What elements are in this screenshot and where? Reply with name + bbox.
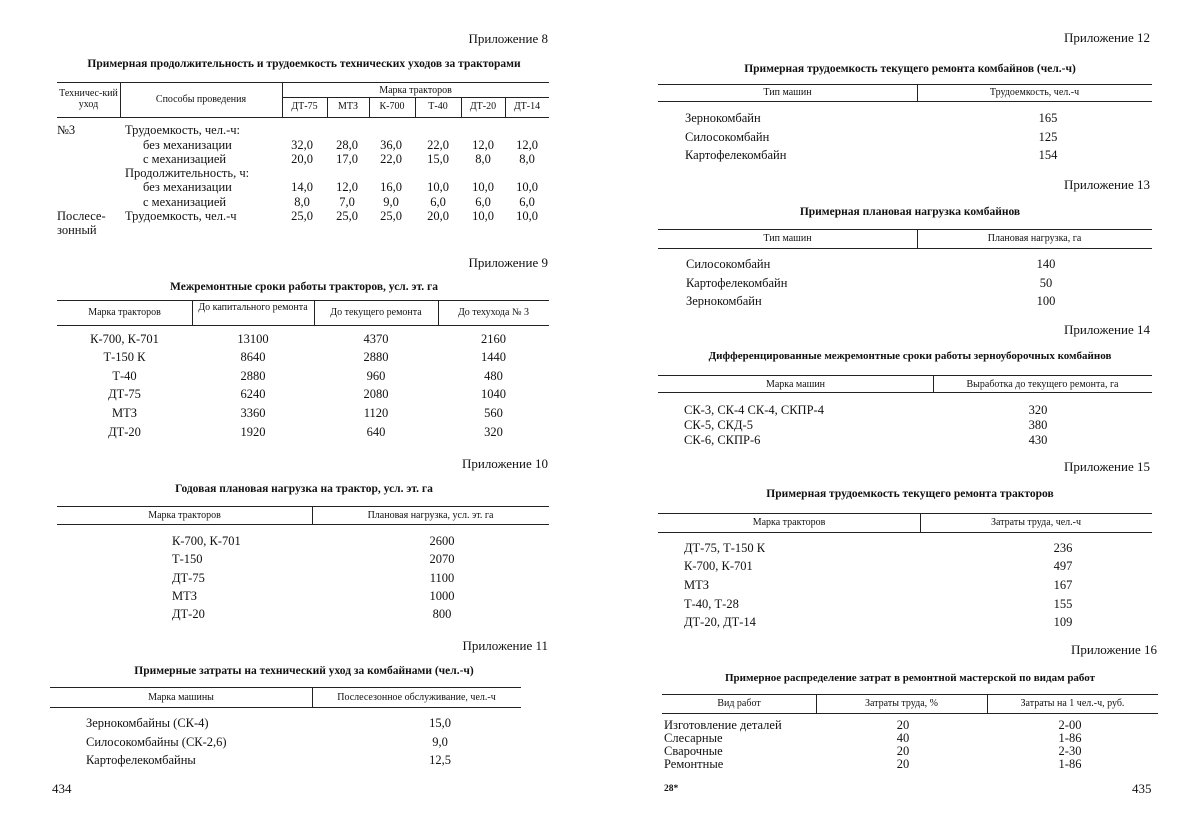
table-cell: Картофелекомбайны (86, 753, 196, 767)
table-cell: Трудоемкость, чел.-ч (125, 209, 237, 223)
header-sposoby: Способы проведения (155, 94, 247, 105)
table-cell: ДТ-20 (108, 425, 141, 439)
table-cell: ДТ-20, ДТ-14 (684, 615, 756, 629)
appendix-11-title: Примерные затраты на технический уход за комбайнами (чел.-ч) (134, 665, 474, 677)
table-cell: 2160 (481, 332, 506, 346)
table-cell: 20 (896, 744, 910, 758)
table-cell: 1120 (363, 406, 389, 420)
table-cell: СК-3, СК-4 СК-4, СКПР-4 (684, 403, 824, 417)
page-number-left: 434 (52, 781, 72, 796)
table-cell: 20,0 (291, 152, 313, 166)
header-tech-uhod: Техничес-кий уход (59, 88, 118, 110)
header-marka-traktorov: Марка тракторов (379, 85, 452, 96)
table-cell: 20 (896, 757, 910, 771)
table-header: Марка тракторов (88, 307, 161, 318)
table-header: Затраты на 1 чел.-ч, руб. (1020, 698, 1125, 709)
table-cell: 1000 (429, 589, 455, 603)
appendix-12-title: Примерная трудоемкость текущего ремонта комбайнов (чел.-ч) (744, 63, 1076, 75)
appendix-10-title: Годовая плановая нагрузка на трактор, усл. эт. га (175, 483, 433, 495)
table-cell: 8,0 (519, 152, 535, 166)
table-cell: 6,0 (519, 195, 535, 209)
table-cell: 2-30 (1058, 744, 1082, 758)
table-cell: 3360 (240, 406, 266, 420)
table-cell: МТЗ (111, 406, 137, 420)
header-tractor: К-700 (379, 101, 405, 112)
table-cell: 236 (1053, 541, 1073, 555)
table-cell: без механизации (143, 138, 232, 152)
table-cell: 109 (1053, 615, 1073, 629)
table-cell: 6,0 (430, 195, 446, 209)
table-cell: 8640 (240, 350, 266, 364)
appendix-8-label: Приложение 8 (468, 31, 548, 46)
table-cell: Т-150 К (103, 350, 146, 364)
table-cell: 32,0 (291, 138, 313, 152)
table-cell: 6,0 (475, 195, 491, 209)
table-cell: 16,0 (380, 180, 402, 194)
header-tractor: ДТ-75 (291, 101, 318, 112)
table-cell: 10,0 (516, 180, 538, 194)
table-cell: 1-86 (1058, 731, 1082, 745)
table-cell: 2880 (240, 369, 266, 383)
table-cell: К-700, К-701 (684, 559, 753, 573)
appendix-8-title: Примерная продолжительность и трудоемкость технических уходов за тракторами (87, 58, 521, 70)
table-cell: 380 (1028, 418, 1048, 432)
table-cell: 2880 (363, 350, 389, 364)
table-cell: 167 (1053, 578, 1073, 592)
table-cell: Т-150 (172, 552, 203, 566)
table-cell: 960 (366, 369, 386, 383)
table-cell: 10,0 (516, 209, 538, 223)
table-cell: Зернокомбайн (685, 111, 761, 125)
table-cell: с механизацией (143, 152, 227, 166)
table-cell: СК-5, СКД-5 (684, 418, 753, 432)
appendix-15-title: Примерная трудоемкость текущего ремонта тракторов (766, 488, 1054, 500)
appendix-15-label: Приложение 15 (1063, 459, 1150, 474)
table-cell: 165 (1038, 111, 1058, 125)
table-cell: 320 (484, 425, 503, 439)
appendix-10-label: Приложение 10 (461, 456, 548, 471)
table-header: Плановая нагрузка, усл. эт. га (367, 510, 494, 521)
table-cell: 15,0 (429, 716, 451, 730)
table-cell: МТЗ (684, 578, 710, 592)
table-cell: 20 (896, 718, 910, 732)
table-cell: ДТ-75, Т-150 К (684, 541, 766, 555)
table-cell: ДТ-75 (108, 387, 141, 401)
table-cell: 36,0 (380, 138, 402, 152)
table-cell: К-700, К-701 (172, 534, 241, 548)
table-header: Затраты труда, % (864, 698, 939, 709)
table-header: Марка машин (765, 379, 826, 390)
table-cell: ДТ-20 (172, 607, 205, 621)
table-cell: 25,0 (291, 209, 313, 223)
table-cell: 640 (366, 425, 386, 439)
table-cell: Т-40 (112, 369, 137, 383)
table-cell: 2-00 (1058, 718, 1082, 732)
table-cell: без механизации (143, 180, 232, 194)
appendix-16-title: Примерное распределение затрат в ремонтной мастерской по видам работ (724, 672, 1096, 684)
table-cell: зонный (57, 223, 97, 237)
table-header: Тип машин (763, 233, 812, 244)
table-cell: МТЗ (172, 589, 198, 603)
table-cell: Картофелекомбайн (685, 148, 787, 162)
table-cell: Трудоемкость, чел.-ч: (125, 123, 241, 137)
table-cell: 155 (1053, 597, 1073, 611)
appendix-16-label: Приложение 16 (1070, 642, 1157, 657)
table-cell: Продолжительность, ч: (125, 166, 250, 180)
table-cell: 28,0 (336, 138, 358, 152)
table-header: До текущего ремонта (330, 307, 422, 318)
header-tractor: Т-40 (428, 101, 448, 112)
table-header: Тип машин (763, 87, 812, 98)
header-tractor: ДТ-14 (513, 101, 541, 112)
page-number-right: 435 (1132, 781, 1152, 796)
table-cell: Зернокомбайны (СК-4) (86, 716, 209, 730)
table-cell: 154 (1038, 148, 1058, 162)
table-cell: 14,0 (291, 180, 313, 194)
appendix-9-label: Приложение 9 (468, 255, 548, 270)
table-cell: Сварочные (664, 744, 723, 758)
table-cell: 8,0 (475, 152, 491, 166)
appendix-13-label: Приложение 13 (1063, 177, 1150, 192)
table-header: Трудоемкость, чел.-ч (989, 87, 1080, 98)
table-cell: 12,5 (429, 753, 451, 767)
table-cell: 12,0 (336, 180, 358, 194)
table-cell: 50 (1039, 276, 1053, 290)
table-cell: 1920 (240, 425, 266, 439)
table-cell: с механизацией (143, 195, 227, 209)
table-cell: 497 (1053, 559, 1073, 573)
table-cell: 1100 (429, 571, 455, 585)
table-cell: 6240 (240, 387, 266, 401)
table-cell: Силосокомбайны (СК-2,6) (86, 735, 227, 749)
header-tractor: МТЗ (337, 101, 358, 112)
table-header: Марка тракторов (148, 510, 221, 521)
table-cell: Картофелекомбайн (686, 276, 788, 290)
table-cell: 20,0 (427, 209, 449, 223)
table-cell: 100 (1036, 294, 1056, 308)
table-cell: Послесе- (57, 209, 106, 223)
table-cell: 2080 (363, 387, 389, 401)
table-cell: 1-86 (1058, 757, 1082, 771)
table-cell: №3 (57, 123, 76, 137)
table-cell: Т-40, Т-28 (684, 597, 739, 611)
table-cell: 22,0 (427, 138, 449, 152)
table-cell: 8,0 (294, 195, 310, 209)
table-cell: К-700, К-701 (90, 332, 159, 346)
appendix-9-title: Межремонтные сроки работы тракторов, усл. эт. га (170, 281, 438, 293)
table-cell: 25,0 (336, 209, 358, 223)
table-header: Марка машины (148, 692, 214, 703)
table-cell: Слесарные (664, 731, 723, 745)
appendix-14-label: Приложение 14 (1063, 322, 1150, 337)
table-header: Марка тракторов (752, 517, 826, 528)
table-header: Плановая нагрузка, га (987, 233, 1082, 244)
table-cell: Силосокомбайн (685, 130, 770, 144)
table-header: Вид работ (717, 698, 761, 709)
table-cell: 7,0 (339, 195, 355, 209)
table-cell: 1440 (481, 350, 506, 364)
table-cell: 320 (1028, 403, 1048, 417)
table-cell: 15,0 (427, 152, 449, 166)
table-cell: 25,0 (380, 209, 402, 223)
table-cell: 2600 (429, 534, 455, 548)
table-cell: 40 (896, 731, 910, 745)
table-cell: Силосокомбайн (686, 257, 771, 271)
table-cell: 22,0 (380, 152, 402, 166)
table-header: Затраты труда, чел.-ч (990, 517, 1082, 528)
table-cell: 560 (484, 406, 503, 420)
header-tractor: ДТ-20 (469, 101, 497, 112)
table-cell: 10,0 (472, 209, 494, 223)
appendix-13-title: Примерная плановая нагрузка комбайнов (799, 206, 1021, 218)
table-cell: 10,0 (472, 180, 494, 194)
table-cell: 17,0 (336, 152, 358, 166)
table-cell: СК-6, СКПР-6 (684, 433, 761, 447)
appendix-11-label: Приложение 11 (462, 638, 548, 653)
table-cell: 430 (1028, 433, 1048, 447)
table-cell: 9,0 (432, 735, 448, 749)
table-cell: 125 (1038, 130, 1058, 144)
table-cell: 12,0 (516, 138, 538, 152)
table-cell: 13100 (237, 332, 269, 346)
table-cell: ДТ-75 (172, 571, 205, 585)
signature-mark: 28* (664, 784, 679, 794)
table-cell: 800 (432, 607, 452, 621)
right-page (600, 0, 1200, 829)
table-cell: Ремонтные (664, 757, 724, 771)
appendix-12-label: Приложение 12 (1063, 30, 1150, 45)
table-header: До техухода № 3 (457, 307, 529, 318)
table-header: До капитального ремонта (198, 302, 308, 313)
table-cell: 12,0 (472, 138, 494, 152)
table-cell: 480 (484, 369, 503, 383)
table-cell: 140 (1036, 257, 1056, 271)
table-cell: Зернокомбайн (686, 294, 762, 308)
table-cell: 10,0 (427, 180, 449, 194)
table-cell: 1040 (481, 387, 506, 401)
appendix-14-title: Дифференцированные межремонтные сроки работы зерноуборочных комбайнов (708, 350, 1112, 362)
table-cell: 4370 (363, 332, 389, 346)
table-header: Послесезонное обслуживание, чел.-ч (337, 692, 496, 703)
table-cell: 2070 (429, 552, 455, 566)
table-header: Выработка до текущего ремонта, га (966, 379, 1119, 390)
table-cell: Изготовление деталей (664, 718, 782, 732)
table-cell: 9,0 (383, 195, 399, 209)
